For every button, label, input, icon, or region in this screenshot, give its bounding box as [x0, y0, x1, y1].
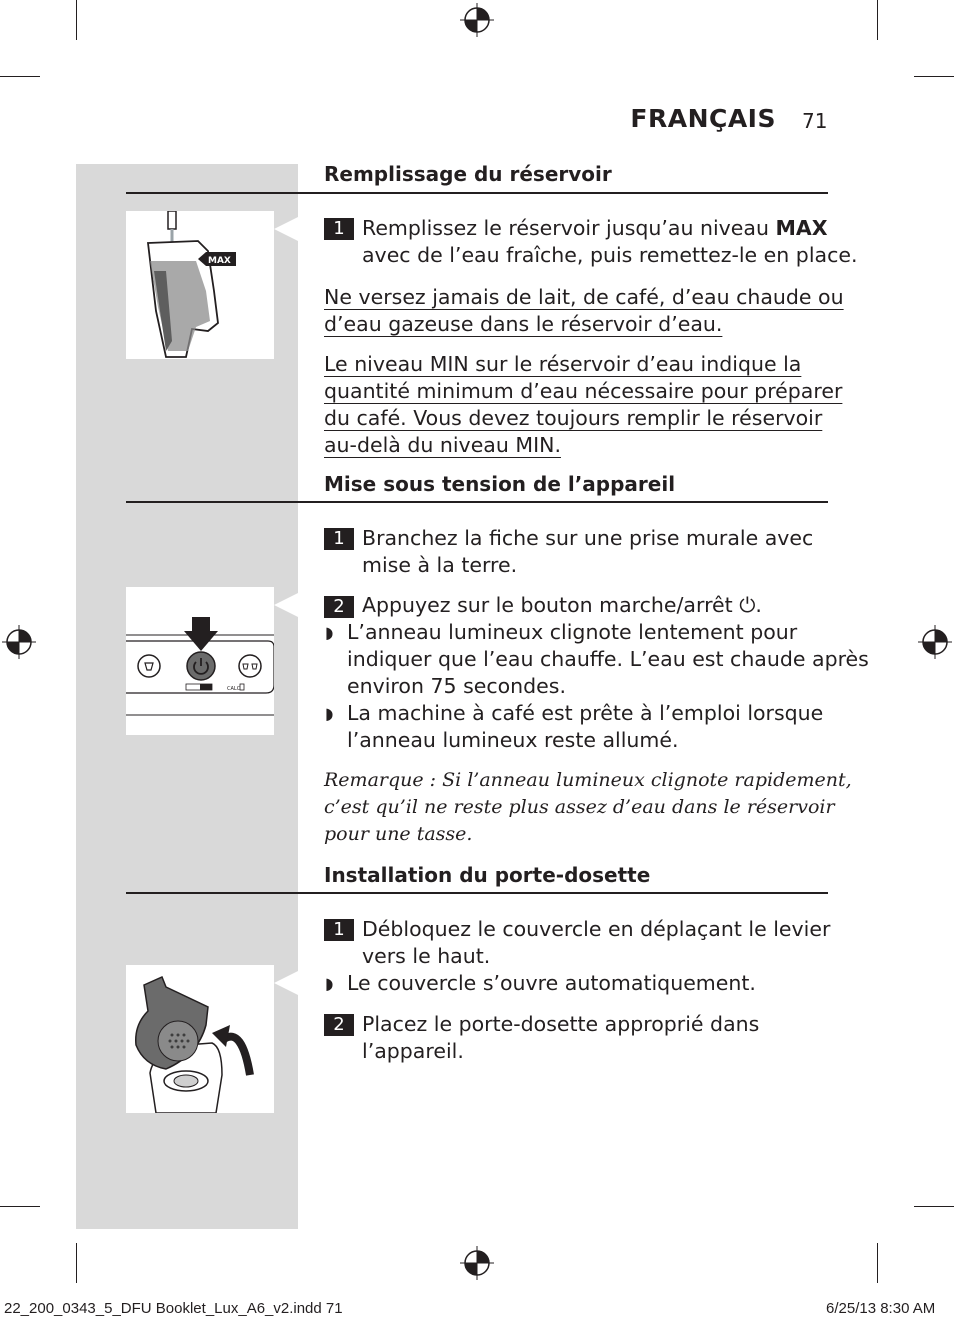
registration-mark-icon	[460, 3, 494, 37]
step-number: 1	[324, 919, 354, 941]
pod-holder-illustration	[126, 965, 274, 1113]
bullet-icon: ◗	[325, 974, 334, 993]
crop-mark	[877, 0, 878, 40]
image-pointer	[274, 217, 298, 241]
step-number: 1	[324, 218, 354, 240]
water-tank-illustration	[126, 211, 274, 359]
warning-text: Ne versez jamais de lait, de café, d’eau chaude ou	[324, 285, 844, 309]
result-text: L’anneau lumineux clignote lentement pour	[347, 620, 798, 644]
registration-mark-icon	[460, 1246, 494, 1280]
warning-text: d’eau gazeuse dans le réservoir d’eau.	[324, 312, 723, 336]
control-panel-illustration	[126, 587, 274, 735]
info-text: quantité minimum d’eau nécessaire pour préparer	[324, 379, 843, 403]
image-pointer	[274, 971, 298, 995]
page-language-title: FRANÇAIS	[630, 104, 776, 133]
note-text: c’est qu’il ne reste plus assez d’eau dans le réservoir	[324, 796, 835, 818]
step-text: Débloquez le couvercle en déplaçant le levier	[362, 917, 831, 941]
result-text: environ 75 secondes.	[347, 674, 566, 698]
result-text: La machine à café est prête à l’emploi lorsque	[347, 701, 824, 725]
step-number: 2	[324, 1014, 354, 1036]
section-rule	[126, 892, 828, 894]
bullet-icon: ◗	[325, 704, 334, 723]
note-text: Remarque : Si l’anneau lumineux clignote rapidement,	[324, 769, 852, 791]
section-title: Installation du porte-dosette	[324, 863, 651, 887]
step-number: 2	[324, 596, 354, 618]
max-label: MAX	[208, 256, 231, 266]
crop-mark	[76, 1243, 77, 1283]
info-text: au-delà du niveau MIN.	[324, 433, 561, 457]
result-text: indiquer que l’eau chauffe. L’eau est chaude après	[347, 647, 869, 671]
calc-label: CALC	[227, 686, 241, 692]
step-text: mise à la terre.	[362, 553, 518, 577]
info-text: Le niveau MIN sur le réservoir d’eau indique la	[324, 352, 802, 376]
registration-mark-icon	[918, 625, 952, 659]
crop-mark	[0, 76, 40, 77]
section-title: Remplissage du réservoir	[324, 162, 612, 186]
step-text: l’appareil.	[362, 1039, 464, 1063]
section-rule	[126, 192, 828, 194]
step-text: Branchez la fiche sur une prise murale avec	[362, 526, 814, 550]
image-pointer	[274, 593, 298, 617]
step-text: Appuyez sur le bouton marche/arrêt ⏻.	[362, 593, 762, 617]
bullet-icon: ◗	[325, 623, 334, 642]
footer-datetime: 6/25/13 8:30 AM	[826, 1300, 936, 1317]
result-text: Le couvercle s’ouvre automatiquement.	[347, 971, 756, 995]
crop-mark	[76, 0, 77, 40]
result-text: l’anneau lumineux reste allumé.	[347, 728, 679, 752]
step-text: vers le haut.	[362, 944, 491, 968]
section-rule	[126, 501, 828, 503]
registration-mark-icon	[2, 625, 36, 659]
crop-mark	[914, 76, 954, 77]
step-text: avec de l’eau fraîche, puis remettez-le en place.	[362, 243, 858, 267]
info-text: du café. Vous devez toujours remplir le réservoir	[324, 406, 823, 430]
step-text: Placez le porte-dosette approprié dans	[362, 1012, 760, 1036]
crop-mark	[914, 1206, 954, 1207]
crop-mark	[877, 1243, 878, 1283]
note-text: pour une tasse.	[324, 823, 473, 845]
step-text: Remplissez le réservoir jusqu’au niveau MAX	[362, 216, 828, 240]
step-number: 1	[324, 528, 354, 550]
page-number: 71	[802, 109, 828, 133]
section-title: Mise sous tension de l’appareil	[324, 472, 676, 496]
crop-mark	[0, 1206, 40, 1207]
footer-file-info: 22_200_0343_5_DFU Booklet_Lux_A6_v2.indd 71	[4, 1300, 343, 1317]
